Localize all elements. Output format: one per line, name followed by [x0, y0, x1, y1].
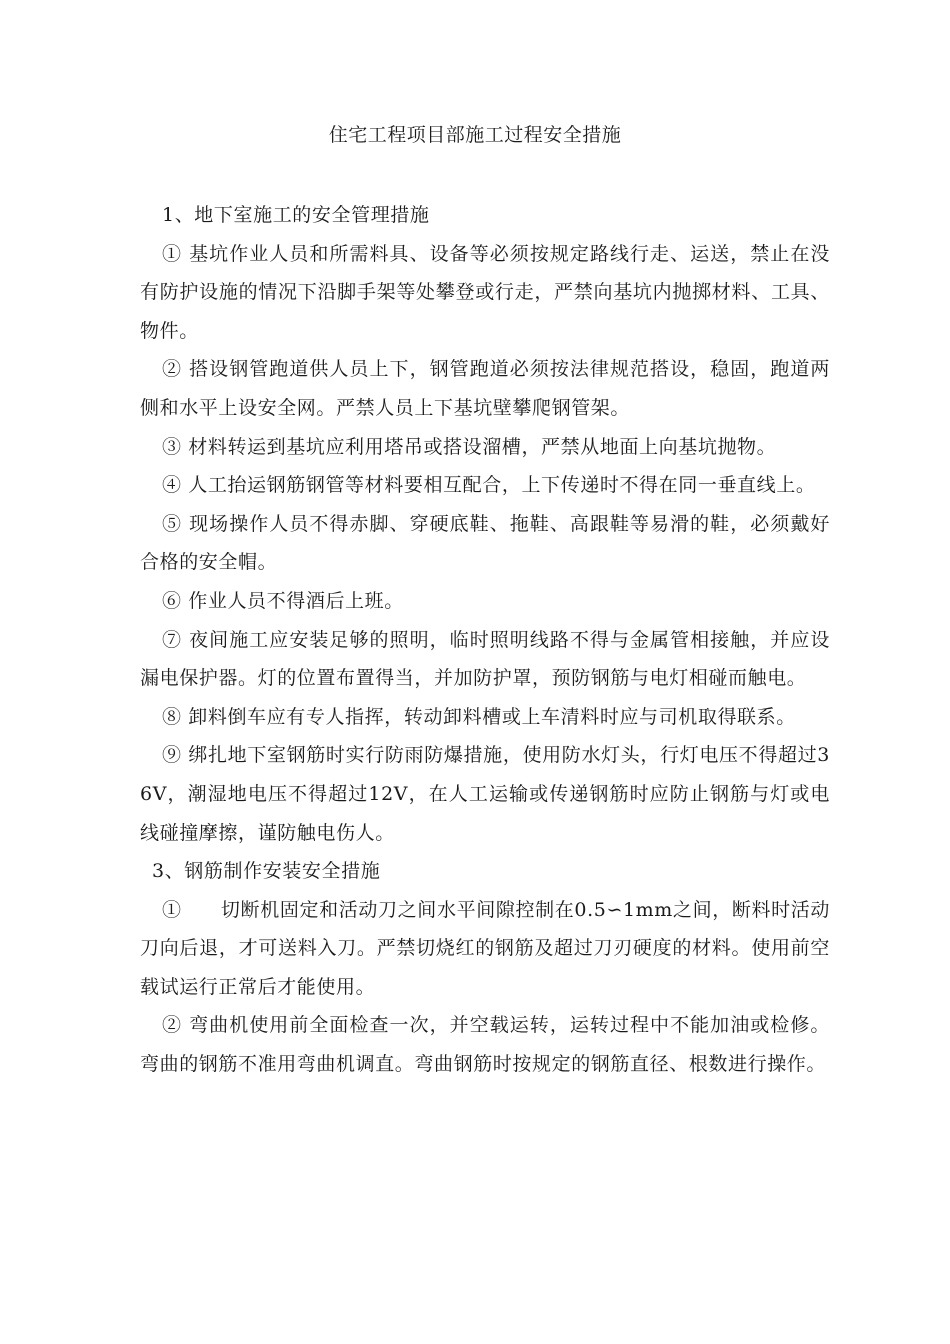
document-body [140, 196, 830, 1084]
paragraph-item-5: ⑤ 现场操作人员不得赤脚、穿硬底鞋、拖鞋、高跟鞋等易滑的鞋，必须戴好合格的安全帽。 [140, 512, 830, 574]
paragraph-rebar-item-1: ① 切断机固定和活动刀之间水平间隙控制在0.5∽1mm之间，断料时活动刀向后退，才可送料入刀。严禁切烧红的钢筋及超过刀刃硬度的材料。使用前空载试运行正常后才能使用。 [140, 898, 830, 998]
paragraph-item-3: ③ 材料转运到基坑应利用塔吊或搭设溜槽，严禁从地面上向基坑抛物。 [162, 435, 777, 458]
section-heading-rebar: 3、钢筋制作安装安全措施 [152, 860, 381, 883]
paragraph-item-8: ⑧ 卸料倒车应有专人指挥，转动卸料槽或上车清料时应与司机取得联系。 [162, 705, 796, 728]
paragraph-item-6: ⑥ 作业人员不得酒后上班。 [162, 589, 404, 612]
section-heading-basement: 1、地下室施工的安全管理措施 [162, 204, 430, 226]
paragraph-item-2: ② 搭设钢管跑道供人员上下，钢管跑道必须按法律规范搭设，稳固，跑道两侧和水平上设安全网。严禁人员上下基坑壁攀爬钢管架。 [140, 358, 830, 419]
document-title: 住宅工程项目部施工过程安全措施 [328, 124, 622, 146]
paragraph-item-7: ⑦ 夜间施工应安装足够的照明，临时照明线路不得与金属管相接触，并应设漏电保护器。灯的位置布置得当，并加防护罩，预防钢筋与电灯相碰而触电。 [140, 628, 830, 690]
paragraph-item-9: ⑨ 绑扎地下室钢筋时实行防雨防爆措施，使用防水灯头，行灯电压不得超过36V，潮湿地电压不得超过12V，在人工运输或传递钢筋时应防止钢筋与灯或电线碰撞摩擦，谨防触电伤人。 [140, 744, 830, 844]
paragraph-item-1: ① 基坑作业人员和所需料具、设备等必须按规定路线行走、运送，禁止在没有防护设施的情况下沿脚手架等处攀登或行走，严禁向基坑内抛掷材料、工具、物件。 [140, 242, 830, 342]
paragraph-rebar-item-2: ② 弯曲机使用前全面检查一次，并空载运转，运转过程中不能加油或检修。弯曲的钢筋不准用弯曲机调直。弯曲钢筋时按规定的钢筋直径、根数进行操作。 [140, 1014, 830, 1076]
paragraph-item-4: ④ 人工抬运钢筋钢管等材料要相互配合，上下传递时不得在同一垂直线上。 [162, 474, 816, 497]
